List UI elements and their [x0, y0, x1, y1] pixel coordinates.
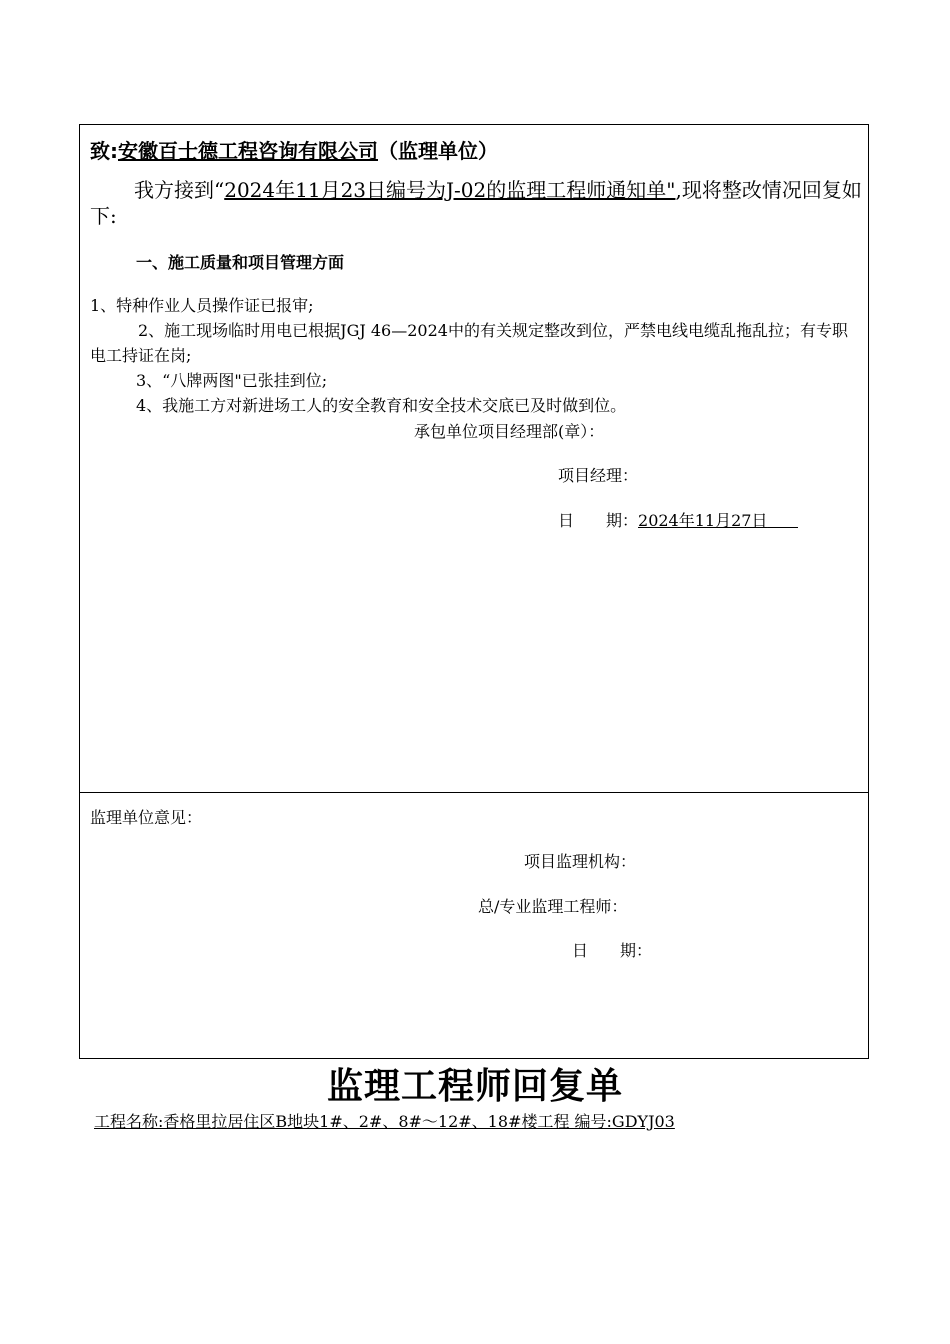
intro-notice: 2024年11月23日编号为J-02的监理工程师通知单" [224, 178, 676, 202]
supervision-org-label: 项目监理机构： [524, 852, 637, 871]
contractor-stamp-label: 承包单位项目经理部(章）： [414, 422, 605, 441]
supervision-opinion-section [80, 793, 868, 1058]
section-heading: 一、施工质量和项目管理方面 [136, 253, 345, 272]
list-item: 1、特种作业人员操作证已报审; [90, 296, 314, 315]
list-item: 3、“八牌两图"已张挂到位; [136, 371, 328, 390]
reply-date-line [558, 508, 798, 531]
to-prefix: 致: [90, 139, 118, 163]
addressee-line [90, 135, 498, 164]
intro-suffix: ,现将整改情况回复如下: [90, 178, 862, 228]
intro-paragraph [90, 177, 862, 229]
reply-date-value: 2024年11月27日 [638, 511, 768, 530]
document-title: 监理工程师回复单 [326, 1066, 623, 1107]
project-name-line: 工程名称:香格里拉居住区B地块1#、2#、8#～12#、18#楼工程 编号:GDYJ03 [94, 1112, 675, 1131]
project-manager-label: 项目经理： [558, 466, 639, 485]
opinion-label: 监理单位意见： [90, 808, 203, 827]
reply-date-label: 日 期： [558, 511, 639, 530]
intro-prefix: 我方接到“ [134, 178, 225, 202]
reply-form-table [79, 124, 869, 1059]
list-item: 4、我施工方对新进场工人的安全教育和安全技术交底已及时做到位。 [136, 396, 627, 415]
contractor-reply-section [80, 125, 868, 793]
to-company: 安徽百士德工程咨询有限公司 [118, 139, 378, 163]
supervision-date-label: 日 期： [572, 941, 653, 960]
to-suffix: （监理单位） [378, 139, 498, 163]
supervising-engineer-label: 总/专业监理工程师： [478, 897, 628, 916]
list-item: 2、施工现场临时用电已根据JGJ 46—2024中的有关规定整改到位，严禁电线电缆乱拖乱拉；有专职电工持证在岗; [90, 321, 848, 365]
